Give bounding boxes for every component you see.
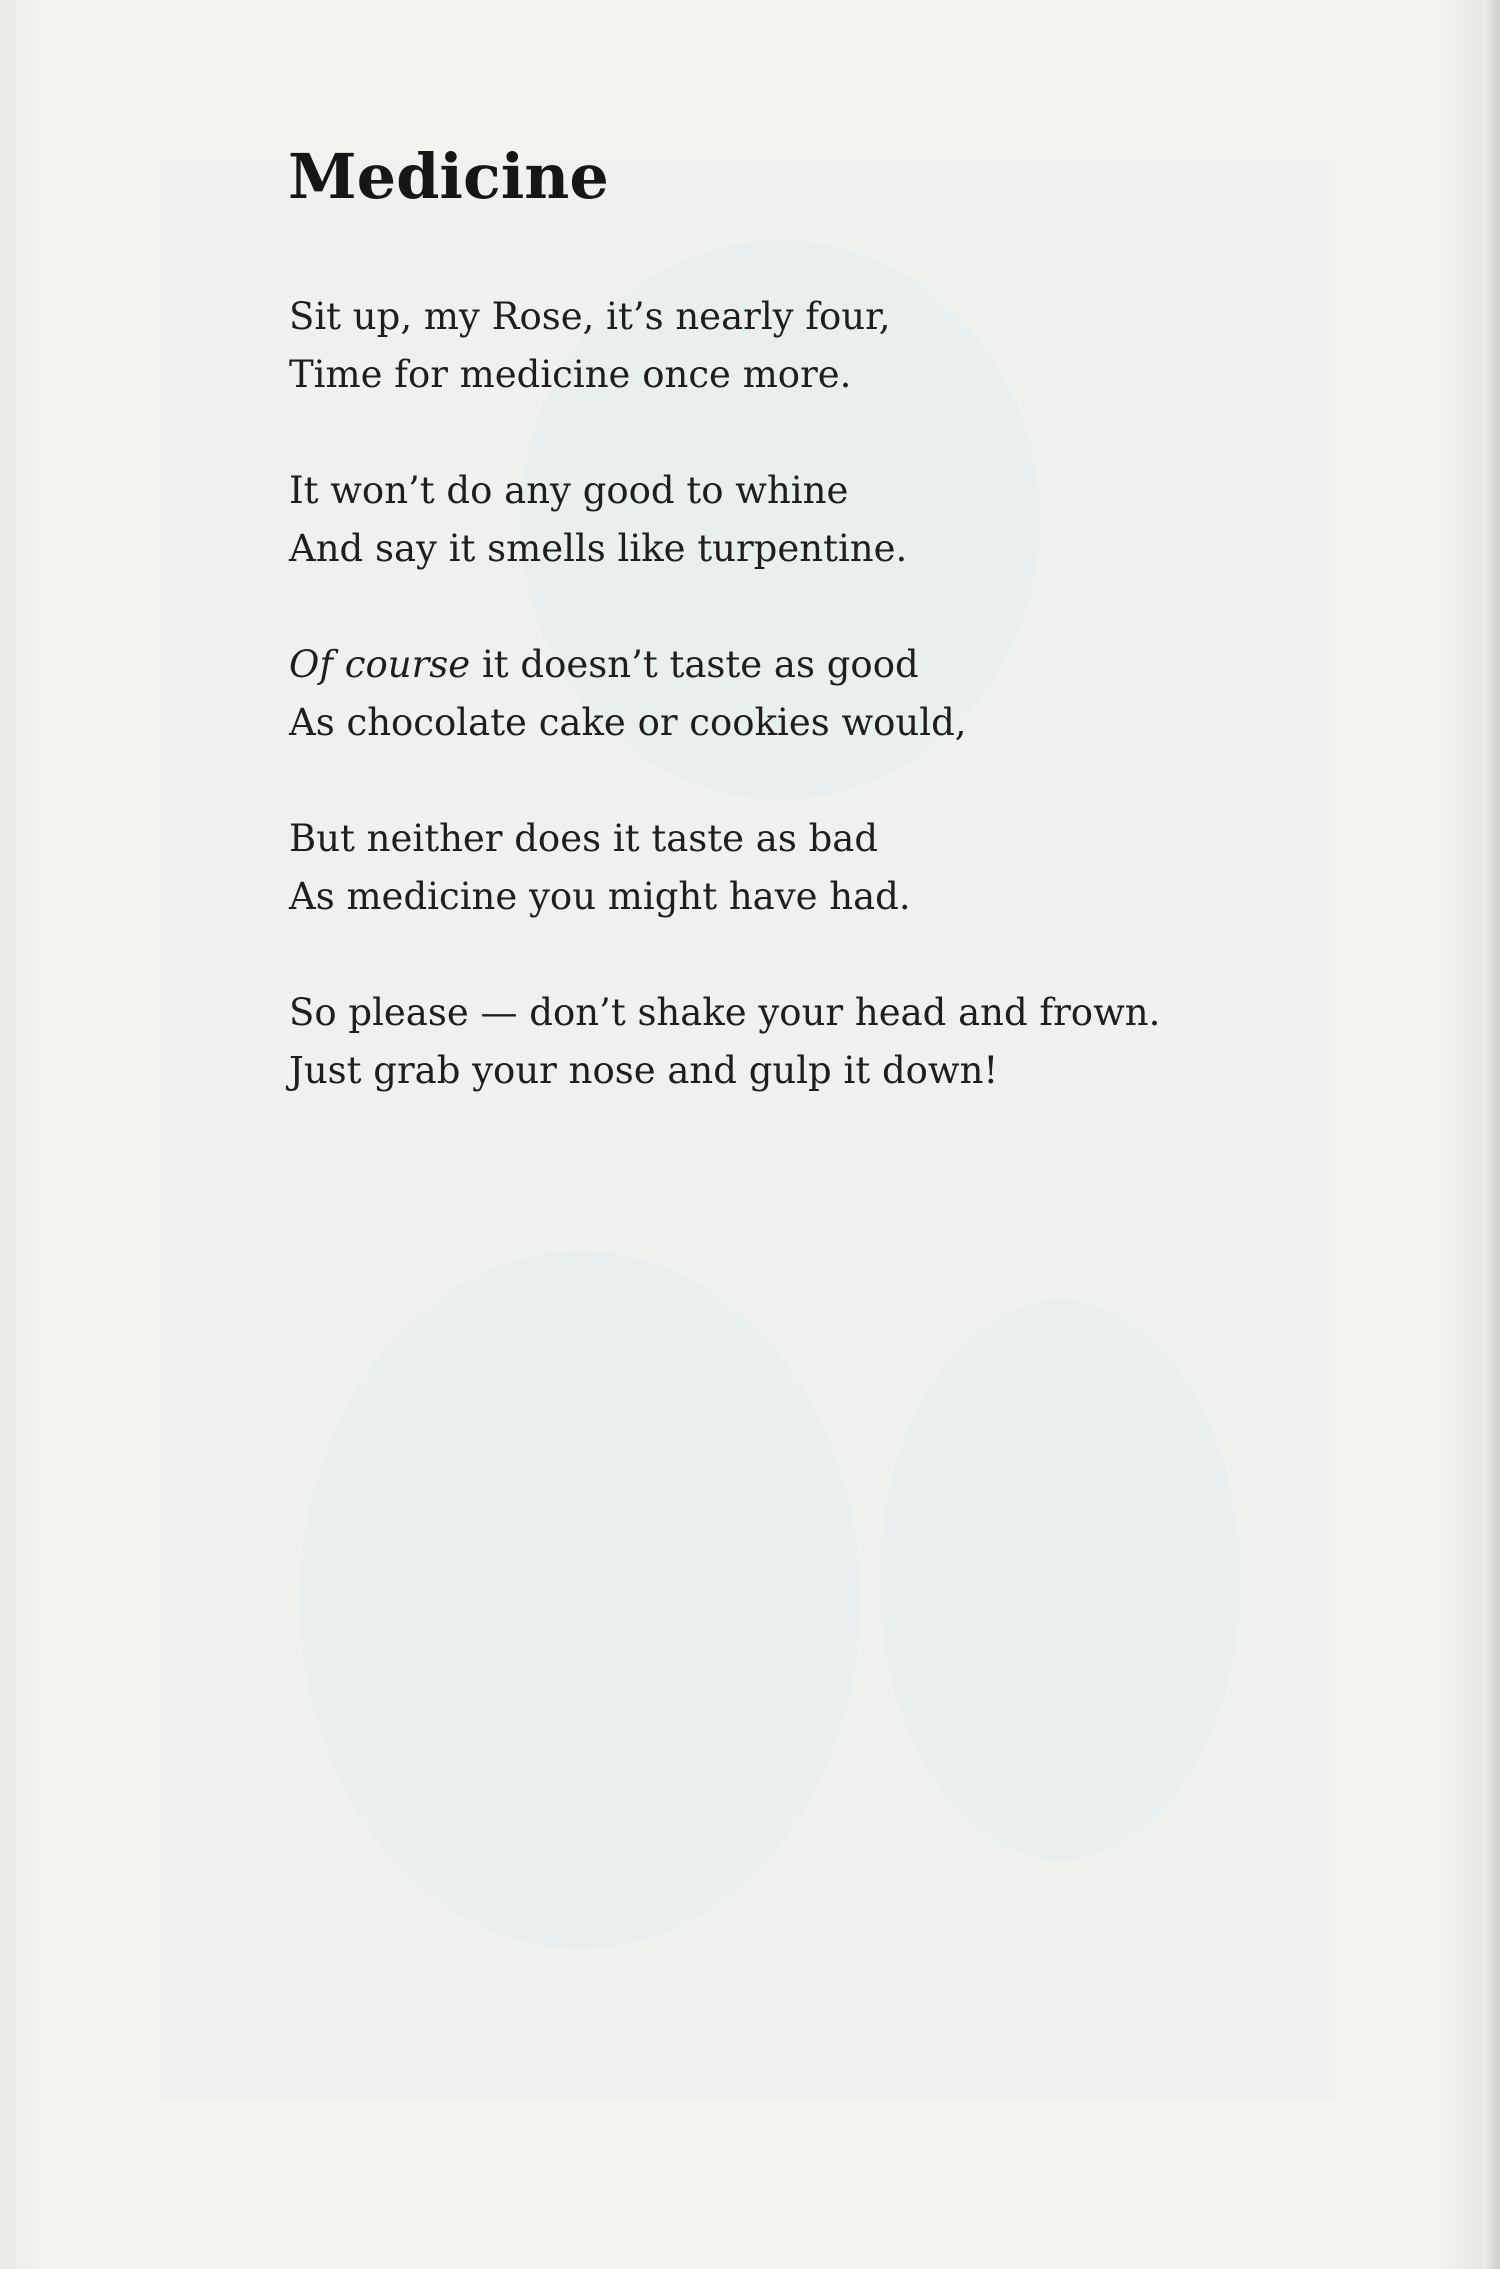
poem-line: And say it smells like turpentine. [289,527,908,570]
stanza-2 [289,462,1289,578]
poem-line: As chocolate cake or cookies would, [289,701,967,744]
poem-line: Time for medicine once more. [289,353,852,396]
line-rest: it doesn’t taste as good [470,643,919,686]
stanza-1 [289,288,1289,404]
poem-title: Medicine [288,140,609,213]
poem-line: Just grab your nose and gulp it down! [289,1049,999,1092]
stanza-3 [289,636,1289,752]
show-through-shape [300,1250,860,1950]
poem-body [289,288,1289,1158]
poem-line: As medicine you might have had. [289,875,911,918]
stanza-5 [289,984,1289,1100]
poem-line: So please — don’t shake your head and frown. [289,991,1161,1034]
poem-line: But neither does it taste as bad [289,817,879,860]
poem-line: It won’t do any good to whine [289,469,849,512]
stanza-4 [289,810,1289,926]
page-edge [1482,0,1500,2269]
poem-line [289,636,1289,694]
poem-line: Sit up, my Rose, it’s nearly four, [289,295,891,338]
show-through-shape [880,1300,1240,1860]
italic-phrase: Of course [289,643,471,686]
